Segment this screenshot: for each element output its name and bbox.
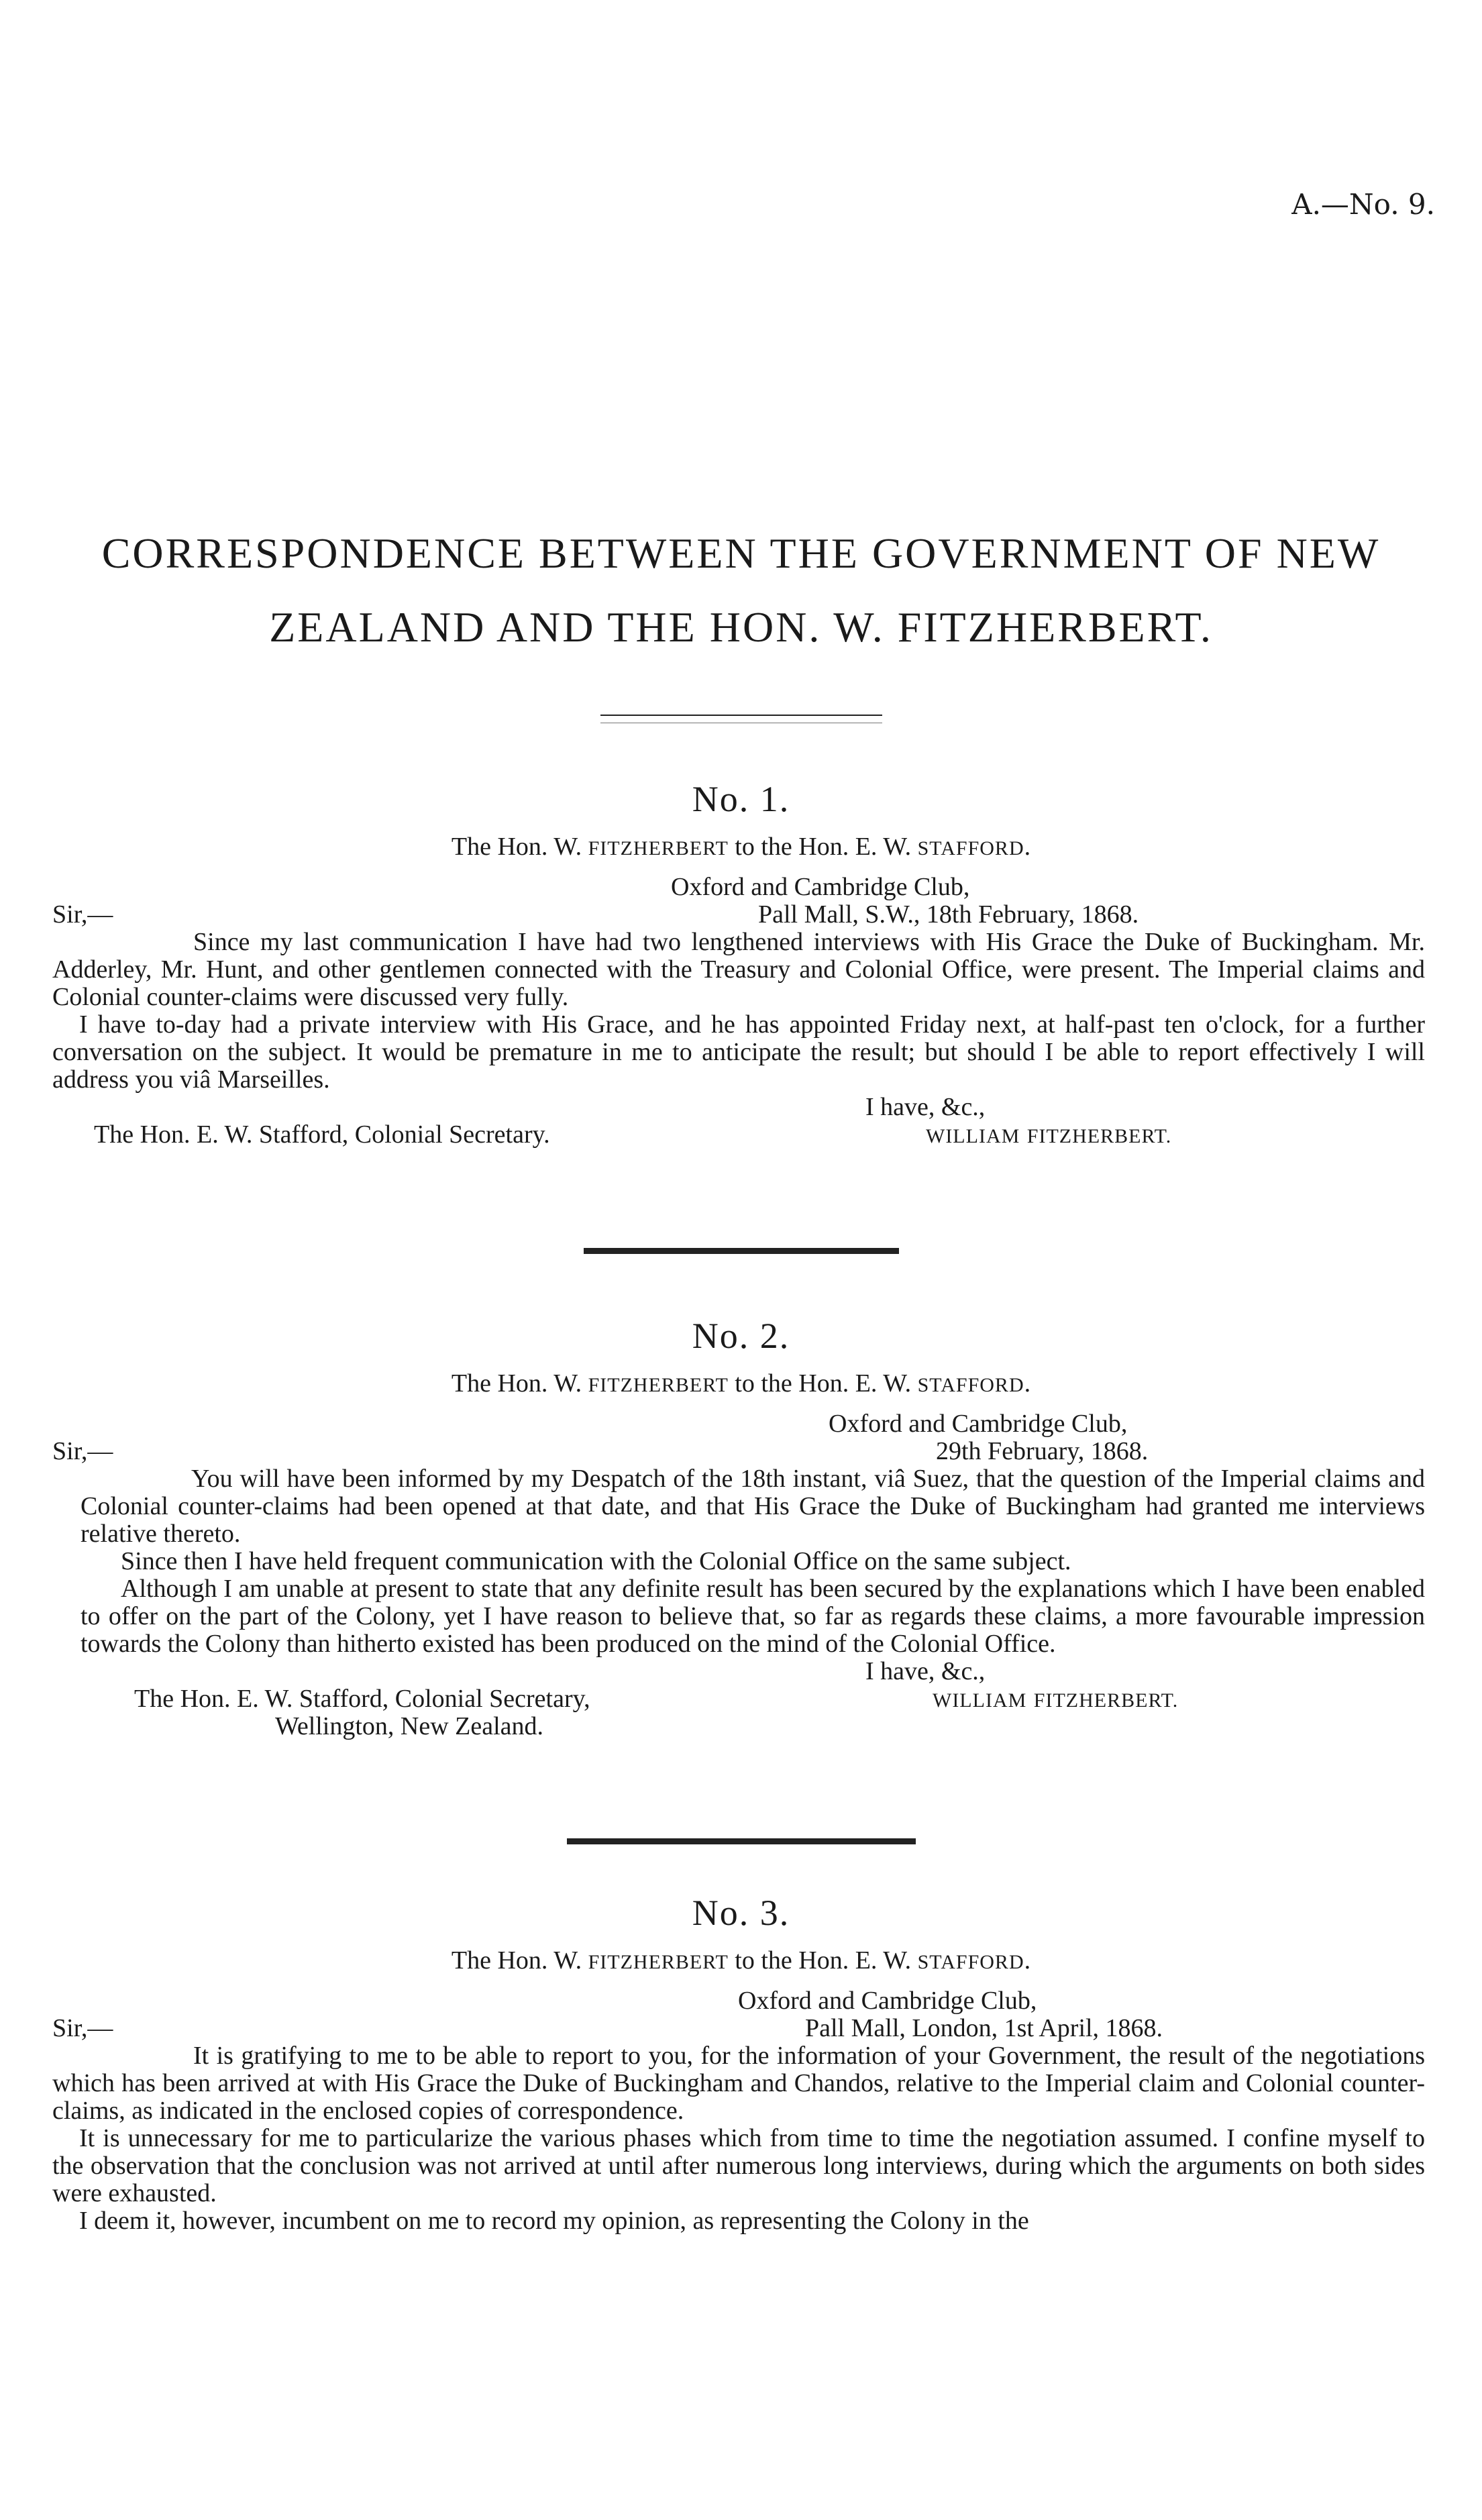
recipient-location: Wellington, New Zealand. (275, 1712, 544, 1740)
letter-3 (0, 1892, 1482, 2235)
section-divider (584, 1248, 899, 1254)
recipient: The Hon. E. W. Stafford, Colonial Secretary, (134, 1685, 590, 1713)
paragraph: It is gratifying to me to be able to report to you, for the information of your Government, the result of the negotiations which has been arrived at with His Grace the Duke of Buckingham and Chandos, relative to the Imperial claim and Colonial counter-claims, as indicated in the enclosed copies of correspondence. (52, 2042, 1425, 2125)
letter-number: No. 1. (692, 779, 790, 819)
paragraph: You will have been informed by my Despatch of the 18th instant, viâ Suez, that the question of the Imperial claims and Colonial counter-claims had been opened at that date, and that His Grace the Duke of Buckingham had granted me interviews relative thereto. (81, 1465, 1425, 1548)
document-title (0, 517, 1482, 664)
paragraph: Since my last communication I have had two lengthened interviews with His Grace the Duke of Buckingham. Mr. Adderley, Mr. Hunt, and other gentlemen connected with the Treasury and Colonial Office, were present. The Imperial claims and Colonial counter-claims were discussed very fully. (52, 928, 1425, 1011)
paragraph: Since then I have held frequent communication with the Colonial Office on the same subject. (121, 1547, 1071, 1575)
paragraph: It is unnecessary for me to particularize the various phases which from time to time the negotiation assumed. I confine myself to the observation that the conclusion was not arrived at until after numerous long interviews, during which the arguments on both sides were exhausted. (52, 2124, 1425, 2207)
title-line-1: CORRESPONDENCE BETWEEN THE GOVERNMENT OF NEW (101, 529, 1381, 577)
letter-number: No. 3. (692, 1893, 790, 1933)
address-line-1: Oxford and Cambridge Club, (829, 1410, 1128, 1438)
paragraph: I deem it, however, incumbent on me to record my opinion, as representing the Colony in the (79, 2207, 1029, 2235)
letter-number: No. 2. (692, 1316, 790, 1356)
paragraph: I have to-day had a private interview with His Grace, and he has appointed Friday next, at half-past ten o'clock, for a further conversation on the subject. It would be premature in me to anticipate the result; but should I be able to report effectively I will address you viâ Marseilles. (52, 1010, 1425, 1094)
letter-1 (0, 778, 1482, 1149)
letter-heading: The Hon. W. FITZHERBERT to the Hon. E. W. STAFFORD. (451, 1369, 1031, 1398)
address-line-2: Pall Mall, S.W., 18th February, 1868. (758, 900, 1139, 929)
address-line-1: Oxford and Cambridge Club, (738, 1987, 1037, 2015)
paragraph: Although I am unable at present to state that any definite result has been secured by the explanations which I have been enabled to offer on the part of the Colony, yet I have reason to believe that, so far as regards these claims, a more favourable impression towards the Colony than hitherto existed has been produced on the mind of the Colonial Office. (81, 1575, 1425, 1658)
salutation: Sir,— (52, 900, 113, 929)
section-divider (567, 1838, 916, 1844)
signature: WILLIAM FITZHERBERT. (933, 1689, 1179, 1712)
recipient: The Hon. E. W. Stafford, Colonial Secretary. (94, 1120, 550, 1149)
address-line-2: 29th February, 1868. (936, 1437, 1149, 1465)
letter-body (0, 1987, 1482, 2235)
letter-2 (0, 1315, 1482, 1740)
letter-body (0, 1410, 1482, 1740)
document-reference: A.—No. 9. (1291, 188, 1435, 221)
title-line-2: ZEALAND AND THE HON. W. FITZHERBERT. (269, 603, 1213, 651)
letter-heading: The Hon. W. FITZHERBERT to the Hon. E. W. STAFFORD. (451, 1946, 1031, 1975)
salutation: Sir,— (52, 1437, 113, 1465)
address-line-1: Oxford and Cambridge Club, (671, 873, 970, 901)
letter-body (0, 874, 1482, 1149)
address-line-2: Pall Mall, London, 1st April, 1868. (805, 2014, 1163, 2042)
title-divider (600, 715, 882, 723)
closing: I have, &c., (865, 1093, 986, 1121)
signature: WILLIAM FITZHERBERT. (926, 1125, 1172, 1147)
letter-heading: The Hon. W. FITZHERBERT to the Hon. E. W. STAFFORD. (451, 833, 1031, 861)
salutation: Sir,— (52, 2014, 113, 2042)
closing: I have, &c., (865, 1657, 986, 1685)
